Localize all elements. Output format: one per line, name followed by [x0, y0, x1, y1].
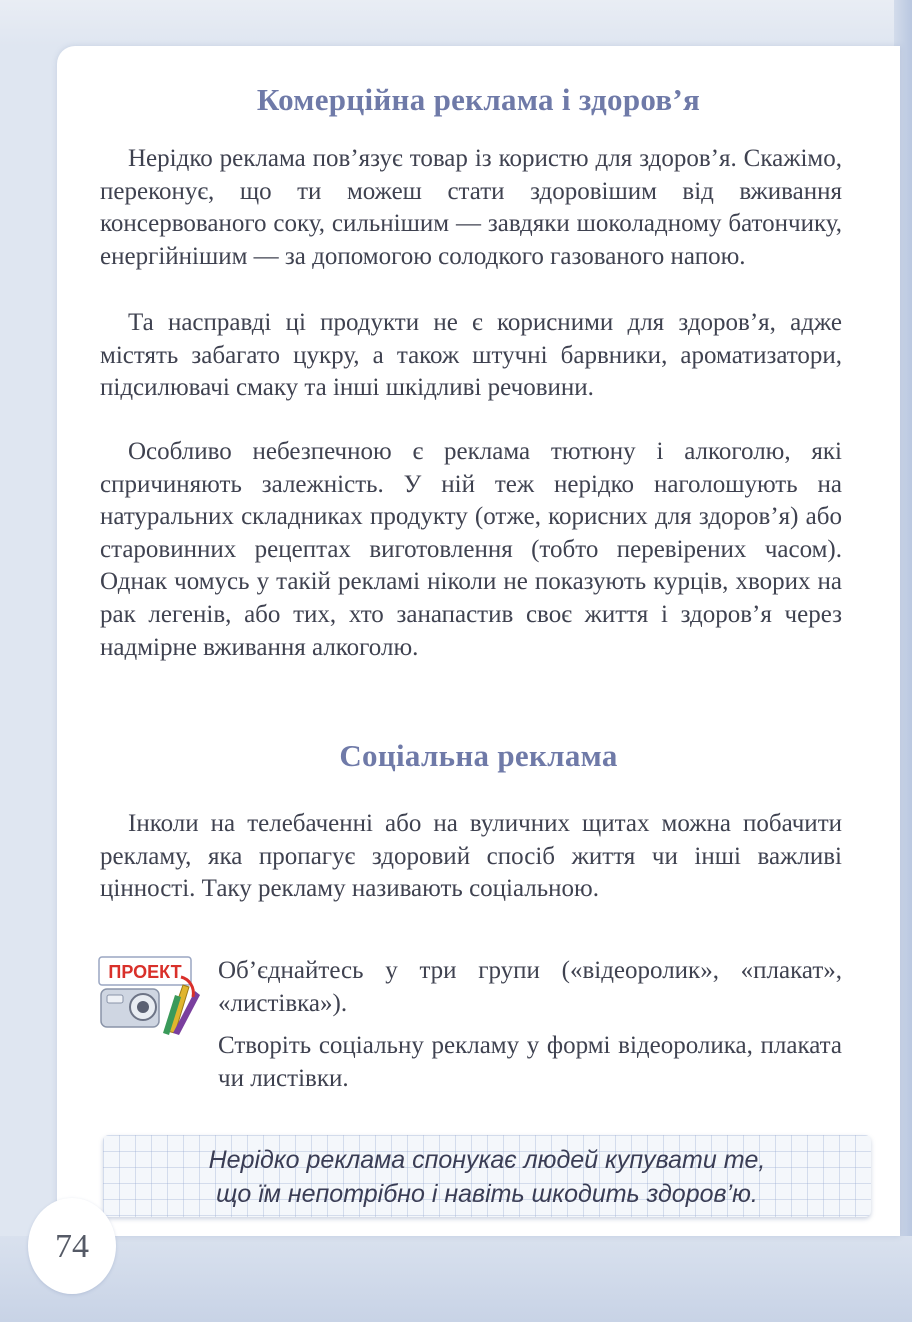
page-number-badge: [28, 1198, 116, 1294]
project-badge: [97, 955, 203, 1037]
project-task-1: Об’єднайтесь у три групи («відеоролик», «плакат», «листівка»).: [218, 957, 842, 1017]
paragraph-social: Інколи на телебаченні або на вуличних щитах можна побачити рекламу, яка пропагує здоровий спосіб життя чи інші важливі цінності. Таку рекламу називають соціальною.: [100, 810, 842, 903]
top-margin: [0, 0, 912, 46]
section-title-commercial: Комерційна реклама і здоров’я: [256, 82, 701, 117]
paragraph-1: Нерідко реклама пов’язує товар із користю для здоров’я. Скажімо, переконує, що ти можеш стати здоровішим від вживання консервованого соку, сильнішим — завдяки шоколадному батончику, енергійнішим — за допомогою солодкого газованого напою.: [100, 145, 842, 270]
key-takeaway-line-2: що їм непотрібно і навіть шкодить здоров’ю.: [216, 1180, 758, 1208]
key-takeaway-text: [103, 1143, 871, 1211]
project-camera-icon: [97, 955, 203, 1037]
paragraph-2: Та насправді ці продукти не є корисними для здоров’я, адже містять забагато цукру, а також штучні барвники, ароматизатори, підсилювачі смаку та інші шкідливі речовини.: [100, 309, 842, 402]
key-takeaway-box: [103, 1135, 871, 1217]
section-title-social: Соціальна реклама: [339, 738, 618, 773]
project-task-2: Створіть соціальну рекламу у формі відеоролика, плаката чи листівки.: [218, 1032, 842, 1092]
paragraph-3: Особливо небезпечною є реклама тютюну і алкоголю, які спричиняють залежність. У ній теж нерідко наголошують на натуральних складниках продукту (отже, корисних для здоров’я) або старовинних рецептах виготовлення (тобто перевірених часом). Однак чомусь у такій рекламі ніколи не показують курців, хворих на рак легенів, або тих, хто занапастив своє життя і здоров’я через надмірне вживання алкоголю.: [100, 438, 842, 661]
bottom-margin: [0, 1236, 912, 1322]
project-badge-label: ПРОЕКТ: [108, 962, 182, 982]
page-number: 74: [55, 1228, 89, 1265]
key-takeaway-line-1: Нерідко реклама спонукає людей купувати те,: [208, 1146, 766, 1174]
